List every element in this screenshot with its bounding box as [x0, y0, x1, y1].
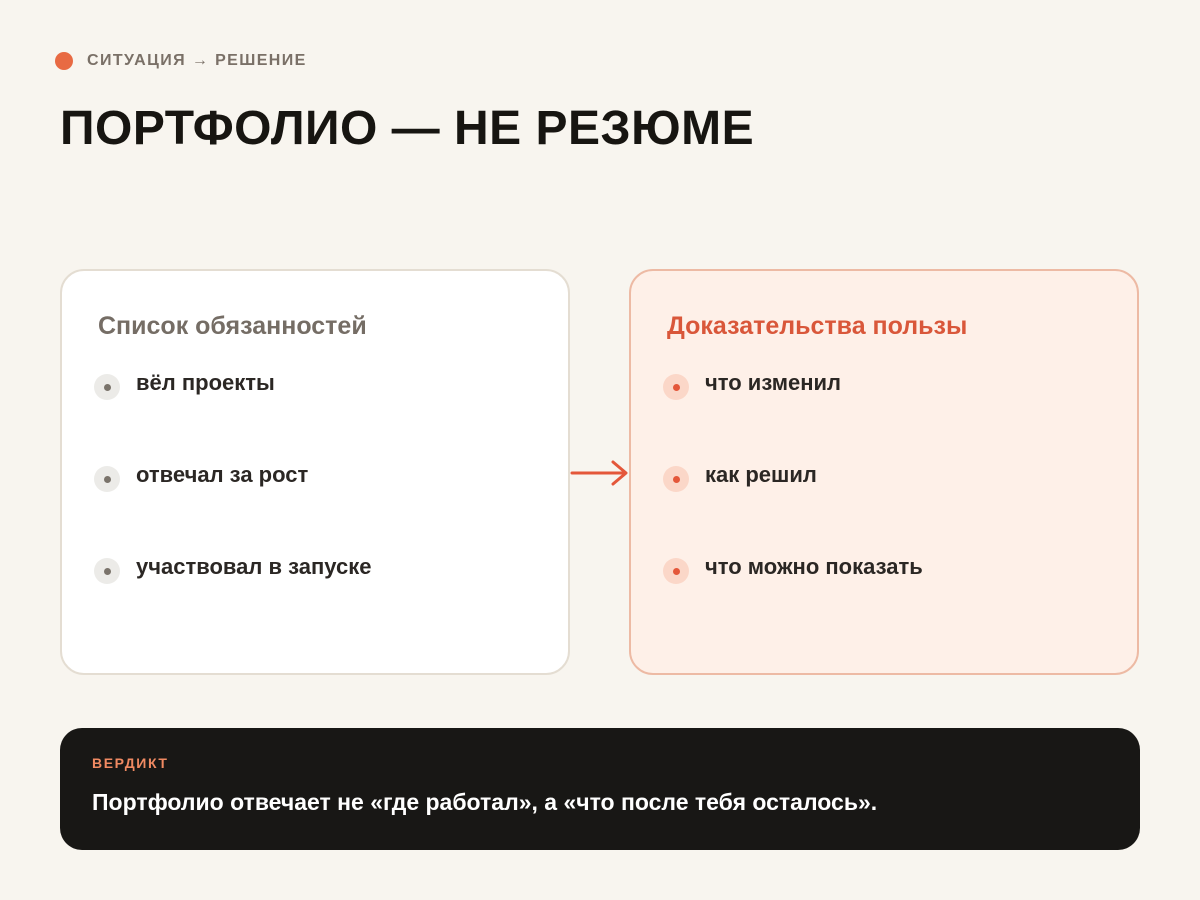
list-item-label: вёл проекты: [136, 370, 275, 395]
bullet-dot-icon: [663, 466, 689, 492]
list-item-label: участвовал в запуске: [136, 554, 372, 579]
list-item-label: что можно показать: [705, 554, 923, 579]
verdict-panel: [60, 728, 1140, 850]
arrow-right-icon: [570, 458, 630, 488]
list-item: [667, 369, 1101, 461]
bullet-dot-icon: [94, 558, 120, 584]
list-item: [667, 461, 1101, 553]
bullet-dot-icon: [94, 374, 120, 400]
evidence-card: [629, 269, 1139, 675]
list-item: [98, 461, 532, 553]
responsibilities-card: [60, 269, 570, 675]
section-eyebrow: [55, 52, 307, 70]
accent-dot-icon: [55, 52, 73, 70]
list-item: [98, 369, 532, 461]
evidence-card-title: Доказательства пользы: [667, 312, 968, 340]
list-item-label: как решил: [705, 462, 817, 487]
list-item: [667, 553, 1101, 645]
responsibilities-card-title: Список обязанностей: [98, 312, 367, 340]
verdict-text: Портфолио отвечает не «где работал», а «что после тебя осталось».: [92, 789, 878, 815]
bullet-dot-icon: [663, 558, 689, 584]
bullet-dot-icon: [94, 466, 120, 492]
verdict-label: ВЕРДИКТ: [92, 755, 169, 771]
evidence-list: [667, 369, 1101, 645]
list-item-label: отвечал за рост: [136, 462, 309, 487]
list-item-label: что изменил: [705, 370, 842, 395]
page-title: ПОРТФОЛИО — НЕ РЕЗЮМЕ: [60, 102, 755, 155]
list-item: [98, 553, 532, 645]
responsibilities-list: [98, 369, 532, 645]
bullet-dot-icon: [663, 374, 689, 400]
eyebrow-text: СИТУАЦИЯ → РЕШЕНИЕ: [87, 52, 307, 69]
